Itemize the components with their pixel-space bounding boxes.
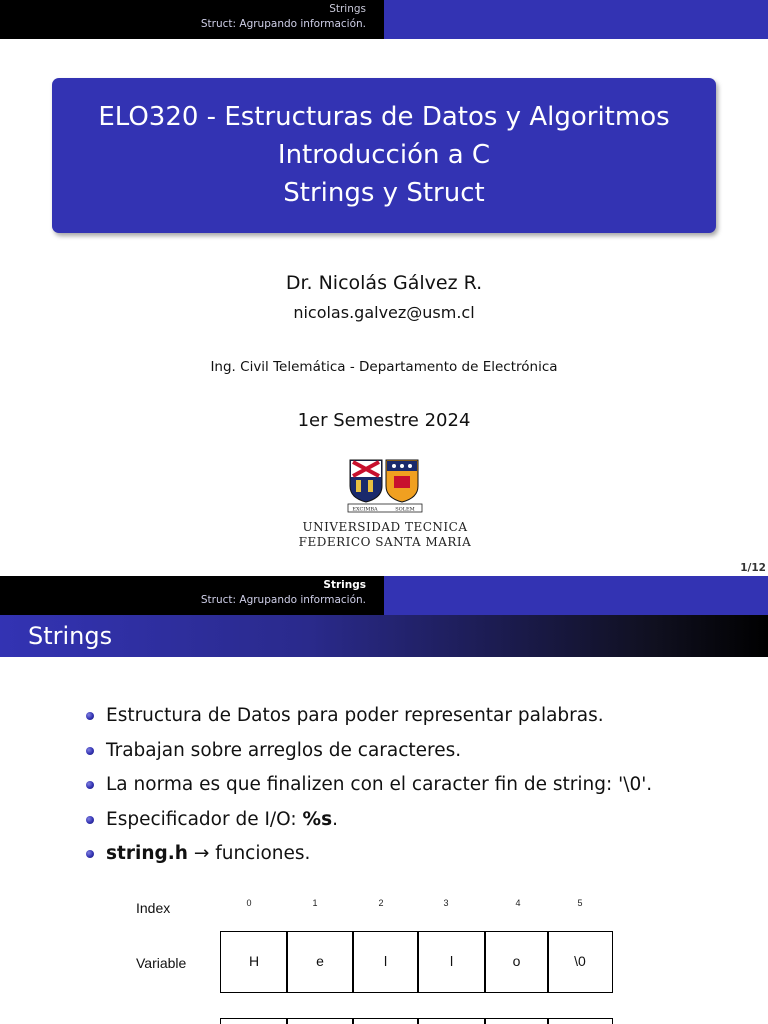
index-value: 1 xyxy=(312,898,318,908)
array-cell-partial xyxy=(547,1018,613,1024)
author-name: Dr. Nicolás Gálvez R. xyxy=(285,272,483,294)
array-cell: e xyxy=(286,931,354,993)
university-logo xyxy=(292,456,478,552)
array-cell: o xyxy=(484,931,549,993)
array-cell: H xyxy=(220,931,288,993)
header-section[interactable]: Strings xyxy=(323,579,366,591)
index-value: 5 xyxy=(577,898,583,908)
array-cell-partial xyxy=(220,1018,288,1024)
bullet-text-bold: string.h xyxy=(106,843,188,864)
array-cell-partial xyxy=(417,1018,486,1024)
bullet-text: Trabajan sobre arreglos de caracteres. xyxy=(106,739,462,761)
logo-text-line-2: FEDERICO SANTA MARIA xyxy=(298,535,472,549)
array-cell: l xyxy=(352,931,419,993)
array-cell: \0 xyxy=(547,931,613,993)
date: 1er Semestre 2024 xyxy=(297,410,471,431)
title-block xyxy=(52,78,716,233)
array-cell: l xyxy=(417,931,486,993)
array-cell-partial xyxy=(286,1018,354,1024)
index-label: Index xyxy=(136,900,171,916)
bullet-text: La norma es que finalizen con el caracter fin de string: '\0'. xyxy=(106,774,653,795)
bullet-text-suffix: . xyxy=(332,808,338,830)
bullet-text-bold: %s xyxy=(302,808,333,830)
header-subsection[interactable]: Struct: Agrupando información. xyxy=(200,18,366,30)
array-cell-partial xyxy=(352,1018,419,1024)
slide-header xyxy=(0,0,768,39)
logo-text-line-1: UNIVERSIDAD TECNICA xyxy=(302,520,468,534)
index-value: 3 xyxy=(443,898,449,908)
header-subsection[interactable]: Struct: Agrupando información. xyxy=(200,594,366,606)
institute: Ing. Civil Telemática - Departamento de Electrónica xyxy=(210,359,558,375)
slide-2 xyxy=(0,576,768,1024)
frame-title: Strings xyxy=(0,615,768,657)
title-line-2: Introducción a C xyxy=(277,140,491,170)
bullet-text: Estructura de Datos para poder representar palabras. xyxy=(106,705,604,726)
svg-text:SOLEM: SOLEM xyxy=(395,506,415,513)
index-value: 2 xyxy=(378,898,384,908)
svg-text:EXCIMBA: EXCIMBA xyxy=(352,506,378,513)
index-value: 4 xyxy=(515,898,521,908)
bullet-text-prefix: Especificador de I/O: xyxy=(106,808,303,830)
page-number: 1/12 xyxy=(740,562,766,574)
index-value: 0 xyxy=(246,898,252,908)
string-array-diagram xyxy=(0,576,768,1024)
bullet-text-suffix: → funciones. xyxy=(187,843,311,864)
header-left-band xyxy=(0,0,384,39)
variable-label: Variable xyxy=(136,955,187,971)
shield-icon xyxy=(344,456,426,516)
title-line-1: ELO320 - Estructuras de Datos y Algoritmos xyxy=(98,102,670,132)
header-right-band xyxy=(384,0,768,39)
title-line-3: Strings y Struct xyxy=(283,178,485,208)
author-email: nicolas.galvez@usm.cl xyxy=(293,303,475,322)
array-cell-partial xyxy=(484,1018,549,1024)
header-section[interactable]: Strings xyxy=(329,3,366,15)
